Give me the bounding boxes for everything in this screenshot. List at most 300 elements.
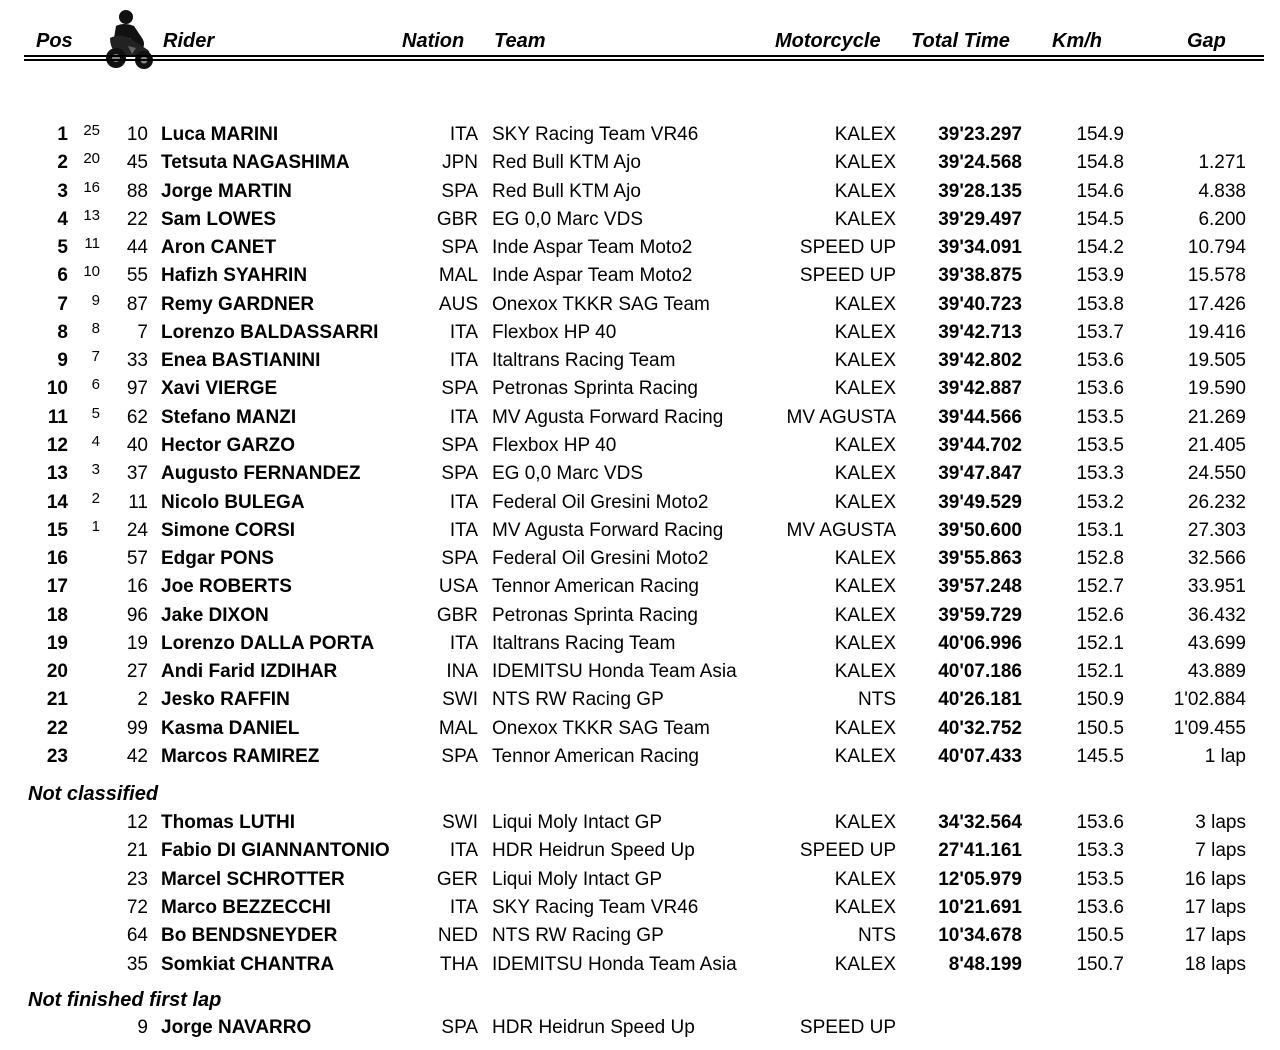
rider-name-cell: Sam LOWES <box>161 208 277 230</box>
team-cell: Petronas Sprinta Racing <box>492 604 698 626</box>
team-cell: HDR Heidrun Speed Up <box>492 1017 695 1038</box>
rider-number-cell: 22 <box>126 208 148 230</box>
motorcycle-cell: KALEX <box>834 434 896 456</box>
header-team: Team <box>494 30 546 52</box>
result-row <box>0 405 1280 431</box>
nation-cell: MAL <box>438 265 478 287</box>
position-cell: 8 <box>57 321 68 343</box>
result-row <box>0 546 1280 572</box>
nation-cell: GER <box>436 868 478 890</box>
team-cell: Inde Aspar Team Moto2 <box>492 237 693 259</box>
position-cell: 2 <box>57 152 68 174</box>
rider-number-cell: 2 <box>137 689 148 711</box>
header-rider: Rider <box>163 30 215 52</box>
total-time-cell: 39'34.091 <box>938 237 1022 259</box>
rider-number-cell: 88 <box>126 180 148 202</box>
gap-cell: 4.838 <box>1198 180 1246 202</box>
rider-number-cell: 35 <box>126 953 148 975</box>
rider-name-cell: Remy GARDNER <box>161 293 315 315</box>
motorcycle-cell: SPEED UP <box>799 237 896 259</box>
motorcycle-cell: KALEX <box>834 868 896 890</box>
rider-number-cell: 57 <box>126 548 148 570</box>
position-cell: 4 <box>57 208 68 230</box>
header-nation: Nation <box>402 30 465 52</box>
motorcycle-cell: KALEX <box>834 152 896 174</box>
rider-name-cell: Stefano MANZI <box>161 406 297 428</box>
total-time-cell: 39'42.802 <box>938 350 1022 372</box>
position-cell: 6 <box>57 265 68 287</box>
total-time-cell: 40'07.433 <box>938 745 1022 767</box>
gap-cell: 18 laps <box>1184 953 1246 975</box>
gap-cell: 7 laps <box>1195 840 1246 862</box>
nation-cell: SWI <box>442 689 478 711</box>
team-cell: Italtrans Racing Team <box>492 350 676 372</box>
points-cell: 20 <box>83 150 100 168</box>
motorcycle-cell: KALEX <box>834 293 896 315</box>
rider-number-cell: 45 <box>126 152 148 174</box>
motorcycle-cell: SPEED UP <box>799 840 896 862</box>
total-time-cell: 39'24.568 <box>938 152 1022 174</box>
speed-cell: 150.5 <box>1076 925 1124 947</box>
team-cell: NTS RW Racing GP <box>492 689 664 711</box>
result-row <box>0 376 1280 402</box>
total-time-cell: 39'47.847 <box>938 463 1022 485</box>
team-cell: Petronas Sprinta Racing <box>492 378 698 400</box>
speed-cell: 153.5 <box>1076 434 1124 456</box>
total-time-cell: 39'55.863 <box>938 548 1022 570</box>
rider-name-cell: Edgar PONS <box>161 548 274 570</box>
header-rule-bottom <box>24 59 1264 61</box>
speed-cell: 154.8 <box>1076 152 1124 174</box>
gap-cell: 32.566 <box>1187 548 1246 570</box>
position-cell: 18 <box>46 604 68 626</box>
not-classified-heading: Not classified <box>28 783 159 805</box>
nation-cell: JPN <box>442 152 478 174</box>
gap-cell: 33.951 <box>1187 576 1246 598</box>
speed-cell: 153.8 <box>1076 293 1124 315</box>
rider-name-cell: Xavi VIERGE <box>161 378 278 400</box>
speed-cell: 153.5 <box>1076 406 1124 428</box>
rider-number-cell: 87 <box>126 293 148 315</box>
result-row <box>0 263 1280 289</box>
nation-cell: ITA <box>449 321 478 343</box>
team-cell: EG 0,0 Marc VDS <box>492 463 643 485</box>
result-row <box>0 952 1280 978</box>
total-time-cell: 40'32.752 <box>938 717 1022 739</box>
rider-number-cell: 19 <box>126 632 148 654</box>
motorcycle-cell: SPEED UP <box>799 265 896 287</box>
points-cell: 4 <box>91 432 100 450</box>
position-cell: 10 <box>46 378 68 400</box>
motorcycle-cell: KALEX <box>834 180 896 202</box>
rider-name-cell: Marcos RAMIREZ <box>161 745 320 767</box>
points-cell: 11 <box>84 235 100 253</box>
gap-cell: 1'02.884 <box>1173 689 1246 711</box>
motorcycle-cell: KALEX <box>834 745 896 767</box>
header-motorcycle: Motorcycle <box>775 30 881 52</box>
speed-cell: 153.1 <box>1076 519 1124 541</box>
points-cell: 5 <box>91 404 100 422</box>
position-cell: 16 <box>46 548 68 570</box>
header-rule-top <box>24 55 1264 57</box>
gap-cell: 43.889 <box>1187 661 1246 683</box>
total-time-cell: 34'32.564 <box>938 812 1022 833</box>
total-time-cell: 40'06.996 <box>938 632 1022 654</box>
points-cell: 10 <box>83 263 100 281</box>
not-finished-heading: Not finished first lap <box>28 989 222 1011</box>
rider-number-cell: 99 <box>126 717 148 739</box>
nation-cell: ITA <box>449 896 478 918</box>
rider-name-cell: Aron CANET <box>161 237 277 259</box>
gap-cell: 19.416 <box>1187 321 1246 343</box>
team-cell: Liqui Moly Intact GP <box>492 812 663 833</box>
result-row <box>0 603 1280 629</box>
points-cell: 1 <box>91 517 100 535</box>
speed-cell: 153.9 <box>1076 265 1124 287</box>
team-cell: Federal Oil Gresini Moto2 <box>492 548 709 570</box>
motorcycle-cell: KALEX <box>834 124 896 145</box>
team-cell: Liqui Moly Intact GP <box>492 868 663 890</box>
motorcycle-cell: KALEX <box>834 661 896 683</box>
result-row <box>0 744 1280 770</box>
motorcycle-cell: MV AGUSTA <box>786 519 896 541</box>
rider-number-cell: 97 <box>126 378 148 400</box>
position-cell: 20 <box>46 661 68 683</box>
result-row <box>0 923 1280 949</box>
total-time-cell: 39'40.723 <box>938 293 1022 315</box>
team-cell: Tennor American Racing <box>492 576 699 598</box>
team-cell: Tennor American Racing <box>492 745 699 767</box>
result-row <box>0 461 1280 487</box>
nation-cell: SPA <box>441 378 478 400</box>
speed-cell: 154.2 <box>1076 237 1124 259</box>
result-row <box>0 490 1280 516</box>
nation-cell: SPA <box>441 434 478 456</box>
position-cell: 15 <box>46 519 68 541</box>
total-time-cell: 39'29.497 <box>938 208 1022 230</box>
speed-cell: 153.7 <box>1076 321 1124 343</box>
speed-cell: 152.6 <box>1076 604 1124 626</box>
position-cell: 14 <box>46 491 68 513</box>
team-cell: SKY Racing Team VR46 <box>492 896 699 918</box>
position-cell: 19 <box>46 632 68 654</box>
points-cell: 9 <box>91 291 100 309</box>
gap-cell: 17.426 <box>1187 293 1246 315</box>
motorcycle-cell: MV AGUSTA <box>786 406 896 428</box>
rider-name-cell: Fabio DI GIANNANTONIO <box>161 840 390 862</box>
total-time-cell: 40'26.181 <box>938 689 1022 711</box>
motorcycle-cell: SPEED UP <box>799 1017 896 1038</box>
team-cell: Italtrans Racing Team <box>492 632 676 654</box>
nation-cell: THA <box>440 953 478 975</box>
rider-name-cell: Bo BENDSNEYDER <box>161 925 338 947</box>
total-time-cell: 27'41.161 <box>938 840 1022 862</box>
gap-cell: 19.505 <box>1187 350 1246 372</box>
rider-name-cell: Lorenzo BALDASSARRI <box>161 321 379 343</box>
motorcycle-cell: NTS <box>858 689 896 711</box>
result-row <box>0 235 1280 261</box>
rider-name-cell: Lorenzo DALLA PORTA <box>161 632 375 654</box>
result-row <box>0 659 1280 685</box>
result-row <box>0 320 1280 346</box>
team-cell: Red Bull KTM Ajo <box>492 152 641 174</box>
motorcycle-cell: KALEX <box>834 208 896 230</box>
team-cell: Federal Oil Gresini Moto2 <box>492 491 709 513</box>
rider-number-cell: 12 <box>126 812 148 833</box>
result-row <box>0 810 1280 836</box>
speed-cell: 153.6 <box>1076 350 1124 372</box>
rider-number-cell: 27 <box>126 661 148 683</box>
team-cell: NTS RW Racing GP <box>492 925 664 947</box>
result-row <box>0 150 1280 176</box>
rider-name-cell: Enea BASTIANINI <box>161 350 321 372</box>
team-cell: Flexbox HP 40 <box>492 434 617 456</box>
rider-name-cell: Thomas LUTHI <box>161 812 296 833</box>
nation-cell: ITA <box>449 124 478 145</box>
rider-number-cell: 40 <box>126 434 148 456</box>
points-cell: 8 <box>91 319 100 337</box>
result-row <box>0 867 1280 893</box>
header-total-time: Total Time <box>911 30 1010 52</box>
rider-name-cell: Nicolo BULEGA <box>161 491 305 513</box>
gap-cell: 27.303 <box>1187 519 1246 541</box>
speed-cell: 153.5 <box>1076 868 1124 890</box>
gap-cell: 26.232 <box>1187 491 1246 513</box>
position-cell: 23 <box>46 745 68 767</box>
rider-name-cell: Hector GARZO <box>161 434 296 456</box>
nation-cell: NED <box>437 925 478 947</box>
team-cell: Onexox TKKR SAG Team <box>492 293 710 315</box>
team-cell: Inde Aspar Team Moto2 <box>492 265 693 287</box>
position-cell: 22 <box>46 717 68 739</box>
gap-cell: 21.269 <box>1187 406 1246 428</box>
total-time-cell: 39'50.600 <box>938 519 1022 541</box>
rider-number-cell: 16 <box>126 576 148 598</box>
result-row <box>0 1015 1280 1041</box>
points-cell: 6 <box>91 376 100 394</box>
rider-number-cell: 62 <box>126 406 148 428</box>
result-row <box>0 574 1280 600</box>
total-time-cell: 10'34.678 <box>938 925 1022 947</box>
team-cell: Red Bull KTM Ajo <box>492 180 641 202</box>
gap-cell: 19.590 <box>1187 378 1246 400</box>
rider-number-cell: 37 <box>126 463 148 485</box>
motorcycle-cell: KALEX <box>834 717 896 739</box>
total-time-cell: 12'05.979 <box>938 868 1022 890</box>
rider-name-cell: Andi Farid IZDIHAR <box>161 661 338 683</box>
team-cell: MV Agusta Forward Racing <box>492 519 724 541</box>
rider-number-cell: 72 <box>126 896 148 918</box>
total-time-cell: 39'44.566 <box>938 406 1022 428</box>
header-pos: Pos <box>36 30 73 52</box>
team-cell: HDR Heidrun Speed Up <box>492 840 695 862</box>
team-cell: IDEMITSU Honda Team Asia <box>492 953 737 975</box>
rider-number-cell: 7 <box>137 321 148 343</box>
nation-cell: GBR <box>436 604 478 626</box>
result-row <box>0 895 1280 921</box>
result-row <box>0 838 1280 864</box>
speed-cell: 154.5 <box>1076 208 1124 230</box>
gap-cell: 36.432 <box>1187 604 1246 626</box>
speed-cell: 153.3 <box>1076 840 1124 862</box>
motorcycle-cell: KALEX <box>834 463 896 485</box>
total-time-cell: 39'42.713 <box>938 321 1022 343</box>
motorcycle-cell: KALEX <box>834 576 896 598</box>
rider-number-cell: 23 <box>126 868 148 890</box>
gap-cell: 6.200 <box>1198 208 1246 230</box>
position-cell: 7 <box>57 293 68 315</box>
result-row <box>0 207 1280 233</box>
nation-cell: SPA <box>441 548 478 570</box>
total-time-cell: 39'28.135 <box>938 180 1022 202</box>
rider-number-cell: 55 <box>126 265 148 287</box>
gap-cell: 17 laps <box>1184 896 1246 918</box>
total-time-cell: 39'44.702 <box>938 434 1022 456</box>
total-time-cell: 8'48.199 <box>948 953 1022 975</box>
gap-cell: 24.550 <box>1187 463 1246 485</box>
points-cell: 7 <box>91 348 100 366</box>
result-row <box>0 433 1280 459</box>
rider-number-cell: 10 <box>126 124 148 145</box>
speed-cell: 153.6 <box>1076 378 1124 400</box>
motorcycle-cell: KALEX <box>834 812 896 833</box>
nation-cell: ITA <box>449 632 478 654</box>
rider-number-cell: 96 <box>126 604 148 626</box>
rider-number-cell: 9 <box>137 1017 148 1038</box>
speed-cell: 154.6 <box>1076 180 1124 202</box>
rider-name-cell: Luca MARINI <box>161 124 279 145</box>
result-row <box>0 348 1280 374</box>
motorcycle-cell: KALEX <box>834 953 896 975</box>
gap-cell: 1'09.455 <box>1173 717 1246 739</box>
nation-cell: INA <box>446 661 478 683</box>
position-cell: 21 <box>46 689 68 711</box>
nation-cell: SPA <box>441 1017 478 1038</box>
rider-name-cell: Jorge MARTIN <box>161 180 292 202</box>
speed-cell: 150.9 <box>1076 689 1124 711</box>
motorcycle-cell: KALEX <box>834 491 896 513</box>
speed-cell: 145.5 <box>1076 745 1124 767</box>
rider-name-cell: Joe ROBERTS <box>161 576 292 598</box>
motorcycle-cell: KALEX <box>834 632 896 654</box>
motorcycle-cell: KALEX <box>834 378 896 400</box>
points-cell: 13 <box>83 206 100 224</box>
rider-number-cell: 33 <box>126 350 148 372</box>
gap-cell: 1 lap <box>1204 745 1246 767</box>
motorcycle-cell: KALEX <box>834 896 896 918</box>
position-cell: 1 <box>57 124 68 145</box>
speed-cell: 150.5 <box>1076 717 1124 739</box>
speed-cell: 152.8 <box>1076 548 1124 570</box>
speed-cell: 153.2 <box>1076 491 1124 513</box>
speed-cell: 153.6 <box>1076 896 1124 918</box>
nation-cell: SPA <box>441 237 478 259</box>
speed-cell: 152.1 <box>1076 661 1124 683</box>
total-time-cell: 39'59.729 <box>938 604 1022 626</box>
motorcycle-cell: KALEX <box>834 604 896 626</box>
nation-cell: ITA <box>449 519 478 541</box>
gap-cell: 10.794 <box>1187 237 1246 259</box>
total-time-cell: 39'57.248 <box>938 576 1022 598</box>
rider-name-cell: Somkiat CHANTRA <box>161 953 335 975</box>
speed-cell: 152.7 <box>1076 576 1124 598</box>
rider-name-cell: Marcel SCHROTTER <box>161 868 345 890</box>
gap-cell: 1.271 <box>1198 152 1246 174</box>
speed-cell: 153.6 <box>1076 812 1124 833</box>
team-cell: MV Agusta Forward Racing <box>492 406 724 428</box>
nation-cell: ITA <box>449 840 478 862</box>
nation-cell: GBR <box>436 208 478 230</box>
motorcycle-cell: KALEX <box>834 548 896 570</box>
rider-name-cell: Tetsuta NAGASHIMA <box>161 152 350 174</box>
rider-number-cell: 21 <box>126 840 148 862</box>
points-cell: 2 <box>91 489 100 507</box>
speed-cell: 150.7 <box>1076 953 1124 975</box>
motorcycle-cell: KALEX <box>834 350 896 372</box>
nation-cell: SPA <box>441 463 478 485</box>
team-cell: SKY Racing Team VR46 <box>492 124 699 145</box>
rider-name-cell: Hafizh SYAHRIN <box>161 265 308 287</box>
header-gap: Gap <box>1187 30 1226 52</box>
position-cell: 9 <box>57 350 68 372</box>
rider-number-cell: 42 <box>126 745 148 767</box>
points-cell: 16 <box>83 178 100 196</box>
gap-cell: 21.405 <box>1187 434 1246 456</box>
nation-cell: ITA <box>449 406 478 428</box>
result-row <box>0 716 1280 742</box>
points-cell: 3 <box>91 461 100 479</box>
position-cell: 13 <box>46 463 68 485</box>
position-cell: 5 <box>57 237 68 259</box>
gap-cell: 16 laps <box>1184 868 1246 890</box>
total-time-cell: 39'23.297 <box>938 124 1022 145</box>
position-cell: 17 <box>46 576 68 598</box>
speed-cell: 154.9 <box>1076 124 1124 145</box>
total-time-cell: 40'07.186 <box>938 661 1022 683</box>
team-cell: Onexox TKKR SAG Team <box>492 717 710 739</box>
rider-number-cell: 64 <box>126 925 148 947</box>
gap-cell: 3 laps <box>1195 812 1246 833</box>
nation-cell: ITA <box>449 491 478 513</box>
nation-cell: SWI <box>442 812 478 833</box>
gap-cell: 15.578 <box>1187 265 1246 287</box>
nation-cell: SPA <box>441 180 478 202</box>
motorcycle-cell: KALEX <box>834 321 896 343</box>
rider-number-cell: 11 <box>128 491 148 513</box>
rider-name-cell: Jake DIXON <box>161 604 269 626</box>
result-row <box>0 292 1280 318</box>
result-row <box>0 631 1280 657</box>
nation-cell: SPA <box>441 745 478 767</box>
position-cell: 3 <box>57 180 68 202</box>
speed-cell: 152.1 <box>1076 632 1124 654</box>
rider-name-cell: Jesko RAFFIN <box>161 689 290 711</box>
motorcycle-cell: NTS <box>858 925 896 947</box>
result-row <box>0 518 1280 544</box>
speed-cell: 153.3 <box>1076 463 1124 485</box>
position-cell: 12 <box>46 434 68 456</box>
rider-name-cell: Kasma DANIEL <box>161 717 300 739</box>
total-time-cell: 10'21.691 <box>938 896 1022 918</box>
team-cell: EG 0,0 Marc VDS <box>492 208 643 230</box>
rider-name-cell: Jorge NAVARRO <box>161 1017 312 1038</box>
rider-name-cell: Simone CORSI <box>161 519 296 541</box>
points-cell: 25 <box>83 122 100 139</box>
nation-cell: MAL <box>438 717 478 739</box>
nation-cell: AUS <box>438 293 478 315</box>
total-time-cell: 39'42.887 <box>938 378 1022 400</box>
result-row <box>0 122 1280 148</box>
